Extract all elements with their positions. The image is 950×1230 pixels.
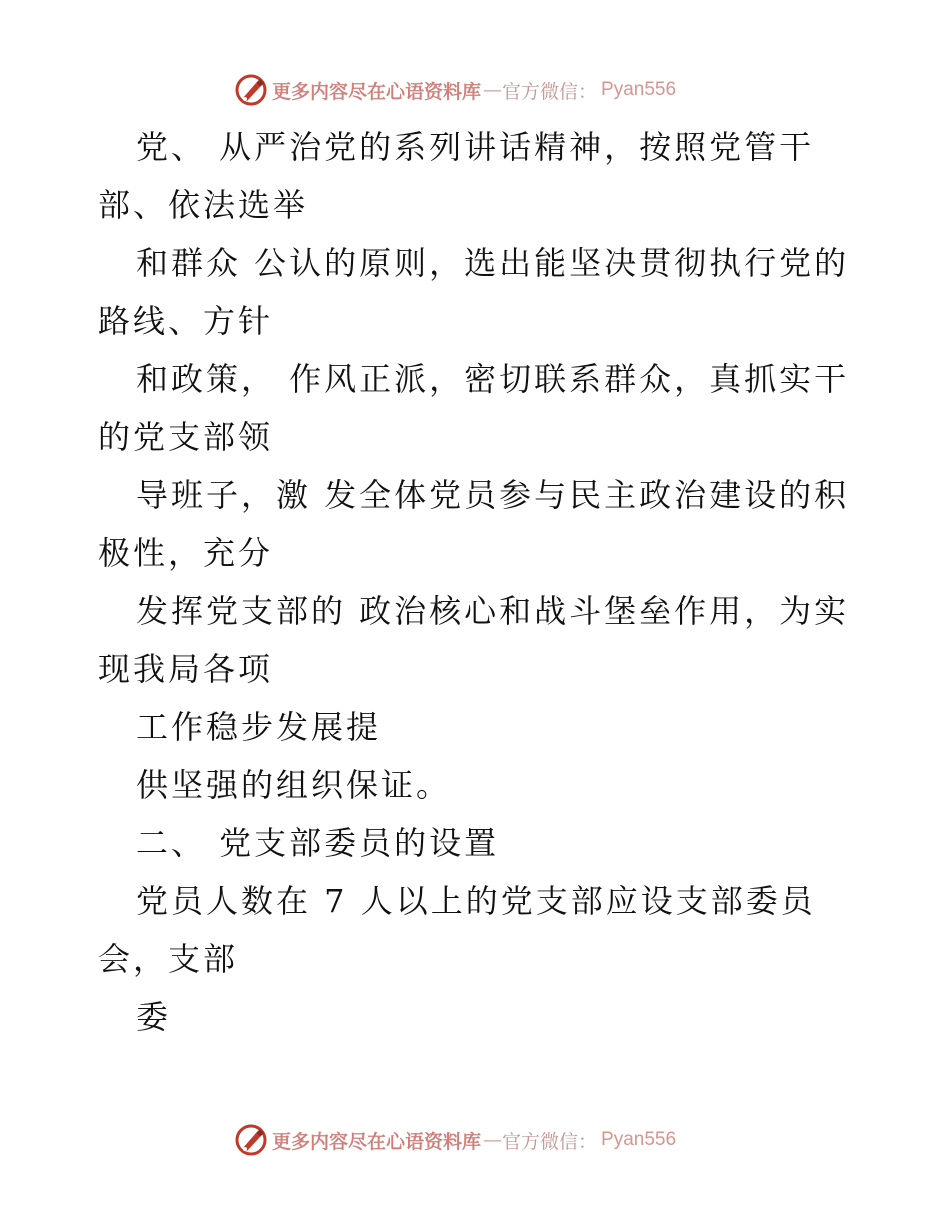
- pen-logo-icon: [234, 1123, 268, 1157]
- watermark-dash: —: [483, 79, 501, 101]
- text-line: 和政策， 作风正派，密切联系群众，真抓实干: [136, 360, 850, 398]
- text-line: 工作稳步发展提: [136, 708, 382, 746]
- watermark-dash: —: [483, 1129, 501, 1151]
- text-line: 委: [136, 998, 172, 1036]
- watermark-wechat-id: Pyan556: [601, 1129, 677, 1150]
- text-line: 党、 从严治党的系列讲话精神，按照党管干: [136, 128, 815, 166]
- section-heading: 二、 党支部委员的设置: [136, 824, 500, 862]
- footer-watermark: [234, 1122, 676, 1158]
- document-body: [98, 118, 850, 1046]
- text-line: 党员人数在 7 人以上的党支部应设支部委员: [136, 882, 816, 920]
- text-line: 现我局各项: [98, 650, 274, 688]
- text-line: 发挥党支部的 政治核心和战斗堡垒作用，为实: [136, 592, 850, 630]
- text-line: 的党支部领: [98, 418, 274, 456]
- watermark-wechat-id: Pyan556: [601, 79, 677, 100]
- watermark-suffix: 官方微信：: [502, 80, 598, 103]
- header-watermark: [234, 72, 676, 108]
- text-line: 会，支部: [98, 940, 239, 978]
- text-line: 路线、方针: [98, 302, 274, 340]
- watermark-suffix: 官方微信：: [502, 1130, 598, 1153]
- watermark-main-text: 更多内容尽在心语资料库: [272, 80, 482, 103]
- text-line: 和群众 公认的原则，选出能坚决贯彻执行党的: [136, 244, 850, 282]
- text-line: 极性，充分: [98, 534, 274, 572]
- watermark-main-text: 更多内容尽在心语资料库: [272, 1130, 482, 1153]
- text-line: 部、依法选举: [98, 186, 309, 224]
- text-line: 导班子，激 发全体党员参与民主政治建设的积: [136, 476, 850, 514]
- text-line: 供坚强的组织保证。: [136, 766, 452, 804]
- pen-logo-icon: [234, 73, 268, 107]
